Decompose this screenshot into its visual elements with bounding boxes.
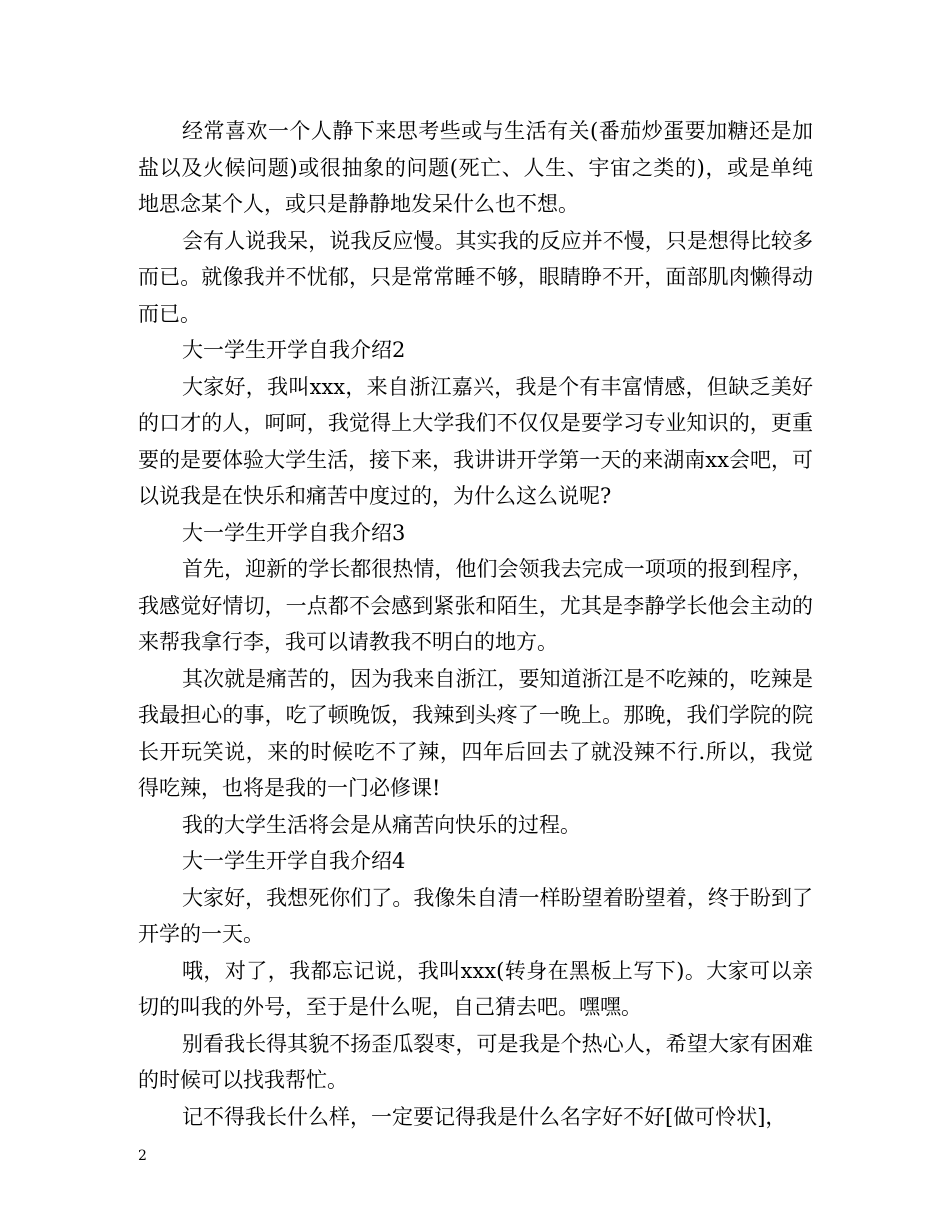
paragraph: 记不得我长什么样，一定要记得我是什么名字好不好[做可怜状]， <box>182 1104 787 1129</box>
section-heading: 大一学生开学自我介绍3 <box>182 520 406 545</box>
document-body <box>138 113 813 1135</box>
paragraph: 会有人说我呆，说我反应慢。其实我的反应并不慢，只是想得比较多而已。就像我并不忧郁，只是常常睡不够，眼睛睁不开，面部肌肉懒得动而已。 <box>138 228 813 326</box>
page-number: 2 <box>138 1148 147 1164</box>
section-heading: 大一学生开学自我介绍4 <box>182 849 406 873</box>
paragraph: 经常喜欢一个人静下来思考些或与生活有关(番茄炒蛋要加糖还是加盐以及火候问题)或很抽象的问题(死亡、人生、宇宙之类的)，或是单纯地思念某个人，或只是静静地发呆什么也不想。 <box>138 119 813 216</box>
paragraph: 首先，迎新的学长都很热情，他们会领我去完成一项项的报到程序，我感觉好情切，一点都不会感到紧张和陌生，尤其是李静学长他会主动的来帮我拿行李，我可以请教我不明白的地方。 <box>138 557 813 654</box>
paragraph: 别看我长得其貌不扬歪瓜裂枣，可是我是个热心人，希望大家有困难的时候可以找我帮忙。 <box>138 1031 813 1092</box>
paragraph: 大家好，我想死你们了。我像朱自清一样盼望着盼望着，终于盼到了开学的一天。 <box>138 885 813 946</box>
paragraph: 哦，对了，我都忘记说，我叫xxx(转身在黑板上写下)。大家可以亲切的叫我的外号，至于是什么呢，自己猜去吧。嘿嘿。 <box>138 958 813 1019</box>
paragraph: 我的大学生活将会是从痛苦向快乐的过程。 <box>182 812 581 837</box>
paragraph: 其次就是痛苦的，因为我来自浙江，要知道浙江是不吃辣的，吃辣是我最担心的事，吃了顿晚饭，我辣到头疼了一晚上。那晚，我们学院的院长开玩笑说，来的时候吃不了辣，四年后回去了就没辣不行.所以，我觉得吃辣，也将是我的一门必修课! <box>138 666 813 800</box>
section-heading: 大一学生开学自我介绍2 <box>182 338 406 362</box>
paragraph: 大家好，我叫xxx，来自浙江嘉兴，我是个有丰富情感，但缺乏美好的口才的人，呵呵，我觉得上大学我们不仅仅是要学习专业知识的，更重要的是要体验大学生活，接下来，我讲讲开学第一天的来湖南xx会吧，可以说我是在快乐和痛苦中度过的，为什么这么说呢? <box>138 374 813 508</box>
